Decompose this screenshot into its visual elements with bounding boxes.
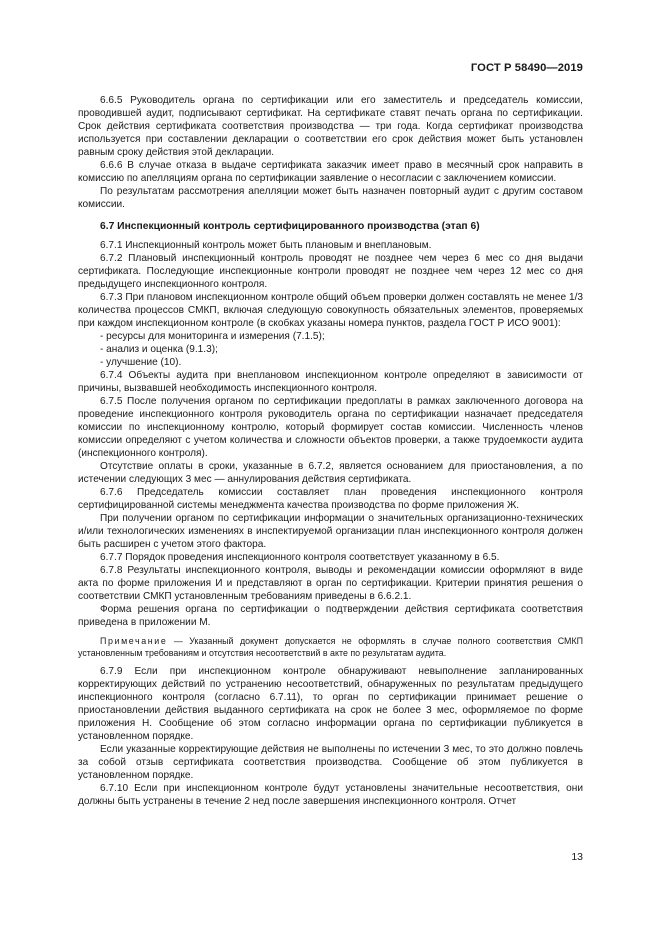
list-item: - улучшение (10). bbox=[100, 357, 182, 368]
note bbox=[78, 635, 583, 659]
document-standard-id: ГОСТ Р 58490—2019 bbox=[470, 62, 583, 74]
list-item: - ресурсы для мониторинга и измерения (7.1.5); bbox=[100, 331, 325, 342]
paragraph-6-7-5: 6.7.5 После получения органом по сертификации предоплаты в рамках заключенного договора на проведение инспекционного контроля руководитель органа по сертификации назначает председателя комиссии по инспекционному контролю, который формирует состав комиссии. Численность членов комиссии определяют с учетом количества и сложности объектов проверки, а также трудоемкости аудита (инспекционного контроля). bbox=[78, 396, 583, 459]
paragraph-6-7-6-changes: При получении органом по сертификации информации о значительных организационно-технических и/или технологических изменениях в инспектируемой организации план инспекционного контроля должен быть расширен с учетом этого фактора. bbox=[78, 513, 583, 550]
section-heading-6-7: 6.7 Инспекционный контроль сертифицированного производства (этап 6) bbox=[100, 221, 480, 232]
note-label: Примечание bbox=[100, 636, 168, 646]
paragraph-6-7-8: 6.7.8 Результаты инспекционного контроля, выводы и рекомендации комиссии оформляют в виде акта по форме приложения И и представляют в орган по сертификации. Критерии принятия решения о соответствии СМКП установленным требованиям приведены в 6.6.2.1. bbox=[78, 565, 583, 602]
paragraph-6-7-1: 6.7.1 Инспекционный контроль может быть плановым и внеплановым. bbox=[100, 240, 432, 251]
paragraph-6-7-6: 6.7.6 Председатель комиссии составляет план проведения инспекционного контроля сертифицированной системы менеджмента качества производства по форме приложения Ж. bbox=[78, 487, 583, 511]
note-text: — Указанный документ допускается не оформлять в случае полного соответствия СМКП установленным требованиям и отсутствия несоответствий в акте по результатам аудита. bbox=[78, 636, 583, 658]
paragraph-6-6-6-appeal: По результатам рассмотрения апелляции может быть назначен повторный аудит с другим составом комиссии. bbox=[78, 186, 583, 210]
paragraph-6-7-8-form: Форма решения органа по сертификации о подтверждении действия сертификата соответствия приведена в приложении М. bbox=[78, 604, 583, 628]
paragraph-6-7-9-withdrawal: Если указанные корректирующие действия не выполнены по истечении 3 мес, то это должно повлечь за собой отзыв сертификата соответствия производства. Сообщение об этом публикуется в установленном порядке. bbox=[78, 744, 583, 781]
paragraph-6-7-5-payment: Отсутствие оплаты в сроки, указанные в 6.7.2, является основанием для приостановления, а по истечении следующих 3 мес — аннулирования действия сертификата. bbox=[78, 461, 583, 485]
document-body bbox=[78, 94, 583, 808]
list-item: - анализ и оценка (9.1.3); bbox=[100, 344, 218, 355]
paragraph-6-7-9: 6.7.9 Если при инспекционном контроле обнаруживают невыполнение запланированных корректирующих действий по устранению несоответствий, обнаруженных по результатам предыдущего инспекционного контроля (согласно 6.7.11), то орган по сертификации принимает решение о приостановлении действия выданного сертификата на срок не более 3 мес, оформляемое по форме приложения Н. Сообщение об этом согласно информации органа по сертификации публикуется в установленном порядке. bbox=[78, 666, 583, 742]
paragraph-6-7-4: 6.7.4 Объекты аудита при внеплановом инспекционном контроле определяют в зависимости от причины, вызвавшей необходимость инспекционного контроля. bbox=[78, 370, 583, 394]
paragraph-6-6-5: 6.6.5 Руководитель органа по сертификации или его заместитель и председатель комиссии, проводившей аудит, подписывают сертификат. На сертификате ставят печать органа по сертификации. Срок действия сертификата соответствия производства — три года. Когда сертификат производства используется при составлении декларации о соответствии его срок действия может быть установлен равным сроку действия этой декларации. bbox=[78, 95, 583, 158]
paragraph-6-7-3: 6.7.3 При плановом инспекционном контроле общий объем проверки должен составлять не менее 1/3 количества процессов СМКП, включая следующую совокупность обязательных элементов, проверяемых при каждом инспекционном контроле (в скобках указаны номера пунктов, раздела ГОСТ Р ИСО 9001): bbox=[78, 292, 583, 329]
paragraph-6-6-6: 6.6.6 В случае отказа в выдаче сертификата заказчик имеет право в месячный срок направить в комиссию по апелляциям органа по сертификации заявление о несогласии с заключением комиссии. bbox=[78, 160, 583, 184]
paragraph-6-7-10: 6.7.10 Если при инспекционном контроле будут установлены значительные несоответствия, они должны быть устранены в течение 2 нед после завершения инспекционного контроля. Отчет bbox=[78, 783, 583, 807]
paragraph-6-7-2: 6.7.2 Плановый инспекционный контроль проводят не позднее чем через 6 мес со дня выдачи сертификата. Последующие инспекционные контроли проводят не позднее чем через 12 мес со дня предыдущего инспекционного контроля. bbox=[78, 253, 583, 290]
paragraph-6-7-7: 6.7.7 Порядок проведения инспекционного контроля соответствует указанному в 6.5. bbox=[100, 552, 500, 563]
page-number: 13 bbox=[571, 851, 583, 863]
